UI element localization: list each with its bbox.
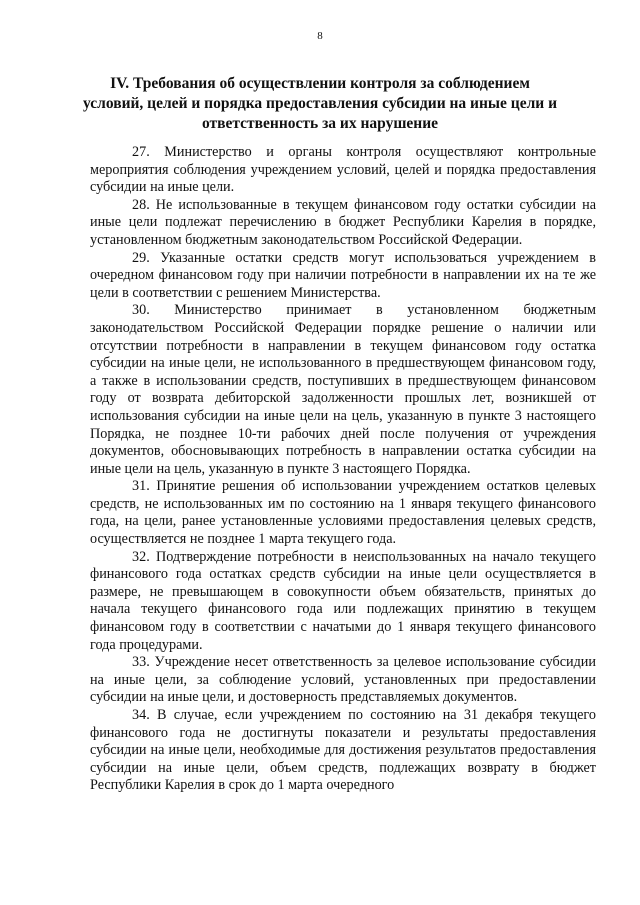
section-title: IV. Требования об осуществлении контроля за соблюдением условий, целей и порядка предоставления субсидии на иные цели и ответственность за их нарушение — [82, 75, 558, 132]
document-body — [90, 144, 596, 795]
paragraph-29: 29. Указанные остатки средств могут использоваться учреждением в очередном финансовом году при наличии потребности в направлении их на те же цели в соответствии с решением Министерства. — [90, 249, 596, 301]
paragraph-27: 27. Министерство и органы контроля осуществляют контрольные мероприятия соблюдения учреждением условий, целей и порядка предоставления субсидии на иные цели. — [90, 144, 596, 196]
paragraph-28: 28. Не использованные в текущем финансовом году остатки субсидии на иные цели подлежат перечислению в бюджет Республики Карелия в порядке, установленном бюджетным законодательством Российской Федерации. — [90, 196, 596, 248]
page-number: 8 — [317, 30, 323, 42]
paragraph-32: 32. Подтверждение потребности в неиспользованных на начало текущего финансового года остатках средств субсидии на иные цели осуществляется в размере, не превышающем в совокупности объем обязательств, принятых до начала текущего финансового года или подлежащих принятию в текущем финансовом году в соответствии с начатыми до 1 января текущего финансового года процедурами. — [90, 548, 596, 653]
paragraph-33: 33. Учреждение несет ответственность за целевое использование субсидии на иные цели, за соблюдение условий, установленных при предоставлении субсидии на иные цели, и достоверность представляемых документов. — [90, 654, 596, 706]
paragraph-34: 34. В случае, если учреждением по состоянию на 31 декабря текущего финансового года не достигнуты показатели и результаты предоставления субсидии на иные цели, необходимые для достижения результатов предоставления субсидии на иные цели, объем средств, подлежащих возврату в бюджет Республики Карелия в срок до 1 марта очередного — [90, 707, 596, 794]
paragraph-30: 30. Министерство принимает в установленном бюджетным законодательством Российской Федерации порядке решение о наличии или отсутствии потребности в направлении в текущем финансовом году остатка субсидии на иные цели, не использованного в предшествующем финансовом году, а также в использовании средств, поступивших в предшествующем финансовом году от возврата дебиторской задолженности прошлых лет, возникшей от использования субсидии на иные цели на цель, указанную в пункте 3 настоящего Порядка, не позднее 10-ти рабочих дней после получения от учреждения документов, обосновывающих потребность в направлении остатка субсидии на иные цели на цель, указанную в пункте 3 настоящего Порядка. — [90, 302, 596, 477]
paragraph-31: 31. Принятие решения об использовании учреждением остатков целевых средств, не использованных им по состоянию на 1 января текущего финансового года, на цели, ранее установленные условиями предоставления целевых средств, осуществляется не позднее 1 марта текущего года. — [90, 478, 596, 548]
